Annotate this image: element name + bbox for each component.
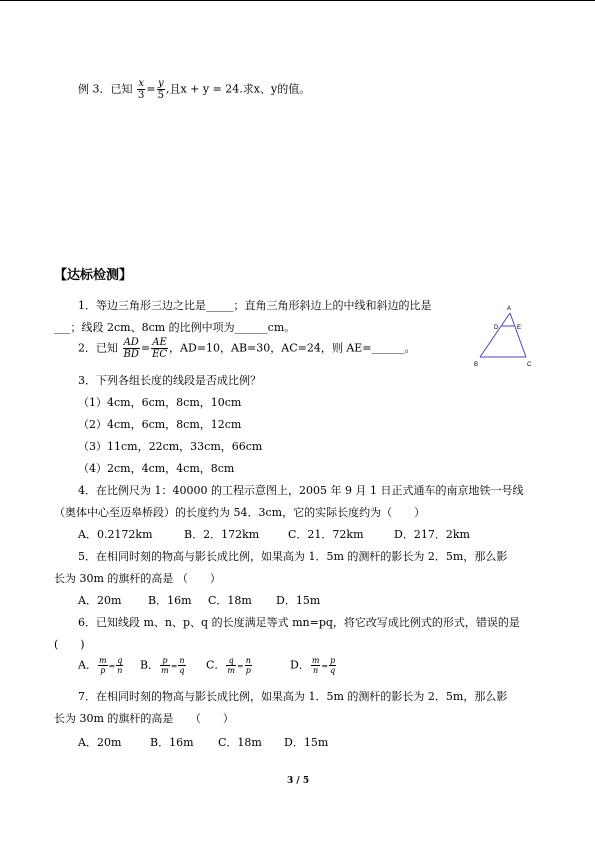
q5-option-a: A．20m: [78, 594, 122, 607]
q6-line1: 6．已知线段 m、n、p、q 的长度满足等式 mn=pq，将它改写成比例式的形式，错误的是: [78, 616, 520, 629]
fraction-x-over-3: $\frac{x}{3}$: [138, 78, 145, 101]
q3-item-1: （1）4cm，6cm，8cm，10cm: [78, 396, 242, 409]
section-title: 【达标检测】: [54, 268, 133, 283]
q5-line2: 长为 30m 的旗杆的高是 （ ）: [54, 572, 221, 585]
q7-option-b: B．16m: [150, 736, 194, 749]
page-top-border: [0, 0, 595, 1]
q3-item-2: （2）4cm，6cm，8cm，12cm: [78, 418, 242, 431]
q4-option-c: C．21．72km: [288, 528, 364, 541]
side-ac: [510, 313, 526, 357]
q2: 2．已知 $\frac{AD}{BD}$ = $\frac{AE}{EC}$ ，AD=10，AB=30，AC=24，则 AE=______。: [78, 337, 416, 360]
triangle-figure: [470, 300, 540, 370]
q6-options: [78, 656, 337, 675]
label-b: B: [474, 362, 479, 368]
q6-option-b: B． $\frac{p}{m}$ = $\frac{n}{q}$: [140, 656, 185, 675]
q1-line2: ___；线段 2cm、8cm 的比例中项为______cm。: [54, 321, 296, 334]
fraction-y-over-5: $\frac{y}{5}$: [157, 78, 164, 101]
example-3-prefix: 例 3．已知: [78, 82, 133, 96]
q6-line2: ( ): [54, 638, 85, 651]
q4-line2: （奥体中心至迈皋桥段）的长度约为 54．3cm，它的实际长度约为（ ）: [54, 506, 426, 519]
q7-options: [78, 736, 328, 750]
q5-option-d: D．15m: [276, 594, 321, 607]
q6-option-c: C． $\frac{q}{m}$ = $\frac{n}{p}$: [206, 656, 251, 675]
q5-option-b: B．16m: [148, 594, 192, 607]
q5-line1: 5．在相同时刻的物高与影长成比例，如果高为 1．5m 的测杆的影长为 2．5m，那么影: [78, 550, 508, 563]
q4-option-d: D．217．2km: [394, 528, 470, 541]
q4-option-a: A．0.2172km: [78, 528, 153, 541]
page-number: 3 / 5: [287, 776, 310, 786]
label-d: D: [494, 325, 499, 331]
q7-line2: 长为 30m 的旗杆的高是 （ ）: [54, 712, 234, 725]
q3-item-3: （3）11cm，22cm，33cm，66cm: [78, 440, 263, 453]
q7-line1: 7．在相同时刻的物高与影长成比例，如果高为 1．5m 的测杆的影长为 2．5m，那么影: [78, 690, 508, 703]
side-ab: [480, 313, 510, 357]
fraction-ae-ec: $\frac{AE}{EC}$: [152, 337, 168, 360]
example-3-suffix: ,且x + y = 24.求x、y的值。: [165, 82, 311, 96]
q7-option-d: D．15m: [284, 736, 329, 749]
q7-option-a: A．20m: [78, 736, 122, 749]
q3-stem: 3．下列各组长度的线段是否成比例？: [78, 374, 261, 387]
q3-item-4: （4）2cm，4cm，4cm，8cm: [78, 462, 235, 475]
q6-option-d: D． $\frac{m}{n}$ = $\frac{p}{q}$: [290, 656, 336, 675]
q4-line1: 4．在比例尺为 1：40000 的工程示意图上，2005 年 9 月 1 日正式通车的南京地铁一号线: [78, 484, 524, 497]
label-a: A: [507, 306, 512, 312]
q4-options: [78, 528, 470, 542]
label-e: E: [517, 325, 522, 331]
fraction-ad-bd: $\frac{AD}{BD}$: [123, 337, 139, 360]
q7-option-c: C．18m: [218, 736, 262, 749]
q6-option-a: A． $\frac{m}{p}$ = $\frac{q}{n}$: [78, 656, 123, 675]
q5-options: [78, 594, 320, 608]
q4-option-b: B．2．172km: [184, 528, 260, 541]
q1-line1: 1．等边三角形三边之比是_____；直角三角形斜边上的中线和斜边的比是: [78, 299, 432, 312]
label-c: C: [527, 362, 532, 368]
q5-option-c: C．18m: [208, 594, 252, 607]
example-3: 例 3．已知 $\frac{x}{3}$ = $\frac{y}{5}$ ,且x + y = 24.求x、y的值。: [78, 78, 311, 101]
